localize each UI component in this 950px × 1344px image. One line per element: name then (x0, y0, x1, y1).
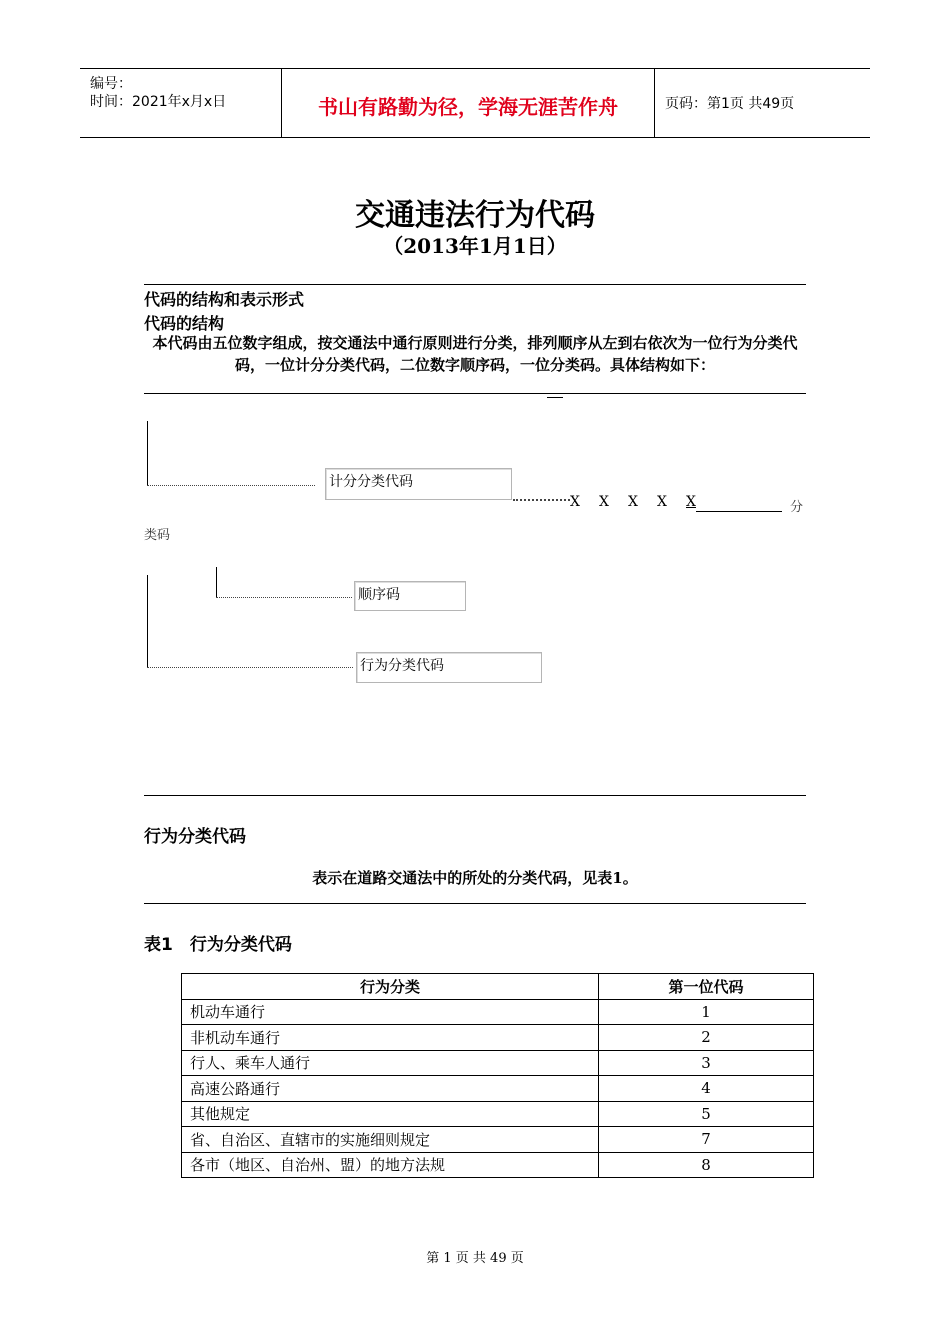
leader-line (216, 597, 352, 598)
table-cell: 3 (599, 1050, 814, 1076)
label-fen: 分 (790, 500, 804, 515)
time-label: 时间：2021年x月x日 (90, 94, 227, 110)
behavior-code-table (181, 973, 814, 1178)
page-footer: 第 1 页 共 49 页 (426, 1251, 524, 1266)
table-cell: 机动车通行 (182, 999, 599, 1025)
table-row (182, 1076, 814, 1102)
document-title: 交通违法行为代码 (355, 198, 595, 233)
table-row (182, 1101, 814, 1127)
column-header: 行为分类 (182, 974, 599, 1000)
label-leima: 类码 (144, 528, 171, 543)
header-motto-cell (282, 69, 655, 137)
digit-underline (696, 511, 782, 512)
table-cell: 4 (599, 1076, 814, 1102)
divider (144, 795, 806, 796)
column-header: 第一位代码 (599, 974, 814, 1000)
leader-line (147, 485, 315, 486)
number-label: 编号： (90, 76, 132, 92)
bracket-line (147, 421, 148, 485)
code-digit: X (570, 494, 580, 510)
code-digits (570, 494, 715, 510)
table-cell: 各市（地区、自治州、盟）的地方法规 (182, 1152, 599, 1178)
leader-line (513, 499, 570, 501)
header-page-info: 页码：第1页 共49页 (665, 96, 795, 112)
bracket-line (216, 567, 217, 598)
table-cell: 5 (599, 1101, 814, 1127)
table-cell: 非机动车通行 (182, 1025, 599, 1051)
header-meta-cell (80, 69, 282, 137)
code-digit: X (628, 494, 638, 510)
underscore-mark (547, 397, 563, 398)
motto: 书山有路勤为径，学海无涯苦作舟 (318, 95, 618, 119)
document-subtitle: （2013年1月1日） (383, 234, 567, 258)
table-cell: 行人、乘车人通行 (182, 1050, 599, 1076)
table-cell: 高速公路通行 (182, 1076, 599, 1102)
table-cell: 2 (599, 1025, 814, 1051)
divider (144, 284, 806, 285)
table-caption: 表1 行为分类代码 (144, 935, 292, 955)
score-code-box: 计分分类代码 (325, 468, 512, 500)
code-digit: X (657, 494, 667, 510)
table-cell: 其他规定 (182, 1101, 599, 1127)
divider (144, 393, 806, 394)
section-subheading: 代码的结构 (144, 314, 225, 333)
leader-line (147, 667, 353, 668)
structure-paragraph: 本代码由五位数字组成，按交通法中通行原则进行分类，排列顺序从左到右依次为一位行为分类代码，一位计分分类代码，二位数字顺序码，一位分类码。具体结构如下： (152, 334, 798, 374)
section-heading: 代码的结构和表示形式 (144, 290, 305, 309)
table-row (182, 1050, 814, 1076)
divider (144, 903, 806, 904)
table-cell: 7 (599, 1127, 814, 1153)
table-row (182, 1152, 814, 1178)
table-cell: 省、自治区、直辖市的实施细则规定 (182, 1127, 599, 1153)
code-digit: X (599, 494, 609, 510)
sequence-code-box: 顺序码 (354, 581, 466, 611)
section-description: 表示在道路交通法中的所处的分类代码，见表1。 (312, 869, 638, 887)
page-header (80, 68, 870, 138)
behavior-code-box: 行为分类代码 (356, 652, 542, 683)
code-digit: X (686, 494, 696, 510)
bracket-line (147, 575, 148, 667)
table-cell: 8 (599, 1152, 814, 1178)
table-header-row (182, 974, 814, 1000)
table-row (182, 1127, 814, 1153)
table-row (182, 999, 814, 1025)
table-cell: 1 (599, 999, 814, 1025)
section-heading: 行为分类代码 (144, 827, 246, 847)
table-row (182, 1025, 814, 1051)
